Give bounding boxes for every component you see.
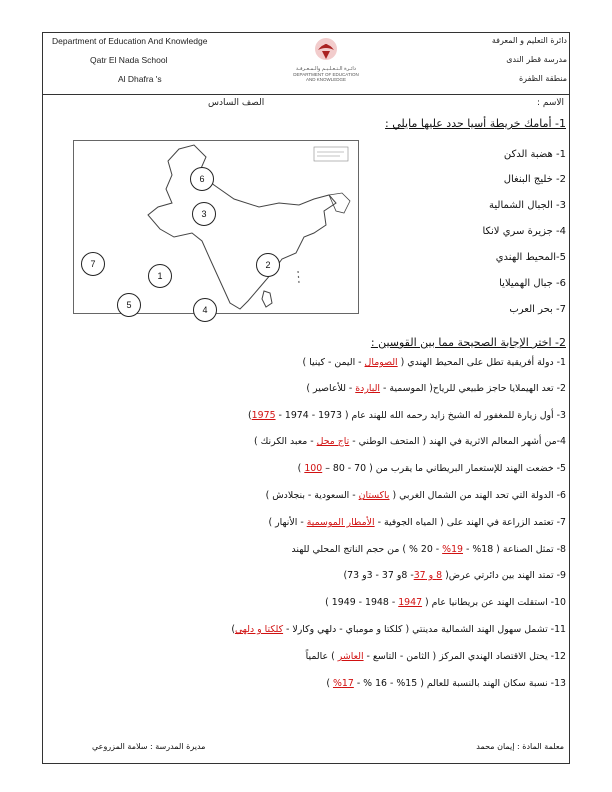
q2-answer: الباردة bbox=[355, 383, 381, 394]
grade-label: الصف السادس bbox=[208, 98, 265, 108]
q2-line bbox=[248, 410, 566, 421]
q2-answer: 8 و 37 bbox=[413, 570, 443, 581]
q1-item: 5-المحيط الهندي bbox=[495, 252, 566, 263]
q2-line-text: - السعودية - بنجلادش ) bbox=[265, 490, 359, 501]
q2-answer: 17% bbox=[332, 678, 354, 689]
q2-line-text: 8- تمثل الصناعة ( 18% - bbox=[463, 544, 566, 555]
falcon-emblem-icon bbox=[313, 36, 339, 62]
q2-line-text: 6- الدولة التي تحد الهند من الشمال الغربي ( bbox=[389, 490, 566, 501]
q2-line-text: 1- دولة أفريقية تطل على المحيط الهندي ( bbox=[397, 357, 566, 368]
q2-line-text: ) bbox=[248, 410, 252, 421]
q2-line bbox=[343, 570, 566, 581]
q2-line bbox=[306, 651, 566, 662]
q2-line bbox=[298, 463, 566, 474]
header-en-line3: Al Dhafra 's bbox=[118, 74, 162, 84]
q2-line-text: - الأنهار ) bbox=[268, 517, 307, 528]
header-ar-line2: مدرسة قطر الندى bbox=[506, 55, 567, 64]
q2-line-text: 4-من أشهر المعالم الاثرية في الهند ( المتحف الوطني - bbox=[349, 436, 566, 447]
q1-item: 1- هضبة الدكن bbox=[503, 149, 566, 160]
q2-line bbox=[268, 517, 566, 528]
q2-answer: العاشر bbox=[337, 651, 364, 662]
teacher-name: معلمة المادة : إيمان محمد bbox=[476, 742, 564, 751]
q2-line-text: 9- تمتد الهند بين دائرتي عرض( bbox=[442, 570, 566, 581]
map-marker-7: 7 bbox=[81, 252, 105, 276]
q2-line-text: 5- خضعت الهند للإستعمار البريطاني ما يقرب من ( 70 - 80 – bbox=[322, 463, 566, 474]
q1-item: 6- جبال الهميلايا bbox=[499, 278, 566, 289]
logo-en-text-2: AND KNOWLEDGE bbox=[305, 77, 346, 82]
student-name-label: الاسم : bbox=[536, 98, 564, 108]
q2-answer: تاج محل bbox=[316, 436, 350, 447]
q2-line-text: 3- أول زيارة للمغفور له الشيخ زايد رحمه الله للهند عام ( 1973 - 1974 - bbox=[275, 410, 566, 421]
map-marker-6: 6 bbox=[190, 167, 214, 191]
q1-item: 3- الجبال الشمالية bbox=[489, 200, 566, 211]
q2-line-text: 10- استقلت الهند عن بريطانيا عام ( bbox=[422, 597, 566, 608]
q2-line bbox=[254, 436, 566, 447]
header-ar-line1: دائرة التعليم و المعرفة bbox=[491, 36, 567, 45]
logo-ar-text: دائـرة الـتـعـلـيـم والـمـعـرفـة bbox=[296, 66, 356, 72]
map-marker-2: 2 bbox=[256, 253, 280, 277]
q1-item: 2- خليج البنغال bbox=[503, 174, 566, 185]
q2-line-text: - معبد الكرنك ) bbox=[254, 436, 317, 447]
q2-answer: 1947 bbox=[398, 597, 423, 608]
q2-answer: الصومال bbox=[364, 357, 398, 368]
q2-line-text: - للأعاصير ) bbox=[306, 383, 356, 394]
header-ar-line3: منطقة الظفرة bbox=[518, 74, 567, 83]
q2-line-text: - اليمن - كينيا ) bbox=[302, 357, 365, 368]
q2-answer: باكستان bbox=[358, 490, 390, 501]
q2-answer: 19% bbox=[442, 544, 463, 555]
q2-line bbox=[291, 544, 566, 555]
q2-line-text: 11- تشمل سهول الهند الشمالية مدينتي ( كلكتا و مومباي - دلهي وكارلا - bbox=[283, 624, 566, 635]
q2-line bbox=[266, 490, 566, 501]
q2-line-text: 12- يحتل الاقتصاد الهندي المركز ( الثامن - التاسع - bbox=[363, 651, 566, 662]
india-outline-map bbox=[74, 141, 358, 313]
q2-line-text: 7- تعتمد الزراعة في الهند على ( المياه الجوفية - bbox=[374, 517, 566, 528]
map-marker-3: 3 bbox=[192, 202, 216, 226]
q2-line-text: - 8و 37 - 3و 73) bbox=[343, 570, 414, 581]
q2-line-text: ) bbox=[326, 678, 333, 689]
q2-answer: 100 bbox=[304, 463, 323, 474]
ministry-logo bbox=[286, 36, 366, 82]
header-divider bbox=[42, 94, 570, 95]
q2-line-text: ) bbox=[231, 624, 235, 635]
header-en-line2: Qatr El Nada School bbox=[90, 55, 168, 65]
q2-title: 2- اختر الإجابة الصحيحة مما بين القوسين : bbox=[370, 336, 566, 349]
map-marker-4: 4 bbox=[193, 298, 217, 322]
q2-line bbox=[306, 383, 566, 394]
q1-item: 4- جزيرة سري لانكا bbox=[482, 226, 566, 237]
q2-line-text: ) عالمياً bbox=[305, 651, 338, 662]
q2-line bbox=[326, 678, 566, 689]
q1-title: 1- أمامك خريطة أسيا حدد عليها مايلي : bbox=[385, 117, 566, 130]
q2-line-text: - 20 % ) من حجم الناتج المحلي للهند bbox=[291, 544, 443, 555]
q2-line bbox=[303, 357, 566, 368]
q2-line-text: ) bbox=[297, 463, 305, 474]
map-marker-5: 5 bbox=[117, 293, 141, 317]
q2-answer: كلكتا و دلهي bbox=[234, 624, 284, 635]
india-map bbox=[73, 140, 359, 314]
q1-item: 7- بحر العرب bbox=[509, 304, 566, 315]
logo-en-text-1: DEPARTMENT OF EDUCATION bbox=[293, 72, 359, 77]
q2-answer: الأمطار الموسمية bbox=[306, 517, 375, 528]
q2-answer: 1975 bbox=[251, 410, 276, 421]
q2-line bbox=[231, 624, 566, 635]
q2-line-text: 13- نسبة سكان الهند بالنسبة للعالم ( 15% - 16 % - bbox=[353, 678, 566, 689]
map-marker-1: 1 bbox=[148, 264, 172, 288]
principal-name: مديرة المدرسة : سلامة المزروعي bbox=[92, 742, 206, 751]
header-en-line1: Department of Education And Knowledge bbox=[52, 36, 208, 46]
q2-line-text: 2- تعد الهيملايا حاجز طبيعي للرياح( الموسمية - bbox=[380, 383, 566, 394]
q2-line-text: - 1948 - 1949 ) bbox=[325, 597, 399, 608]
q2-line bbox=[325, 597, 566, 608]
